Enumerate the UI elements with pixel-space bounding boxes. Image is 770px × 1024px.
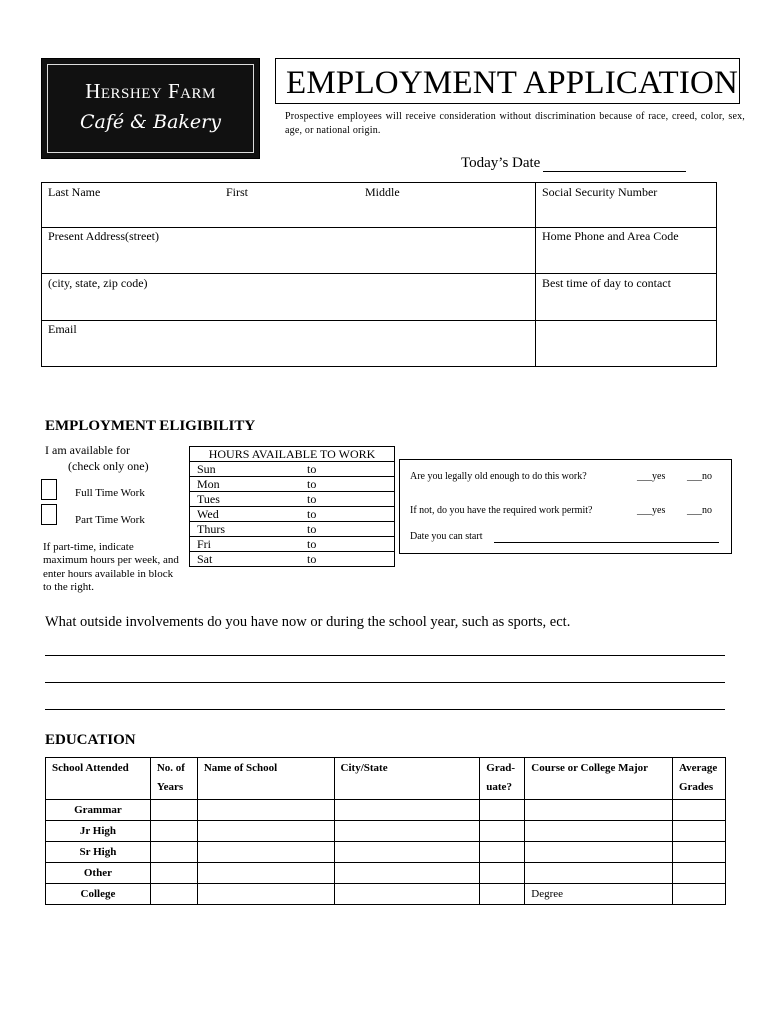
- grid-row-line: [41, 273, 717, 274]
- legal-age-yes[interactable]: ___yes: [637, 471, 666, 482]
- logo-border: [47, 64, 254, 153]
- address-field[interactable]: Present Address(street): [48, 229, 159, 243]
- legal-age-question: Are you legally old enough to do this work?: [410, 471, 587, 482]
- grid-divider: [535, 182, 536, 367]
- eligibility-questions-box: [399, 459, 732, 554]
- part-time-label: Part Time Work: [75, 514, 145, 526]
- hours-row[interactable]: [190, 492, 395, 507]
- grid-row-line: [41, 227, 717, 228]
- full-time-label: Full Time Work: [75, 487, 145, 499]
- col-years: [150, 758, 197, 800]
- hours-row[interactable]: [190, 462, 395, 477]
- work-permit-question: If not, do you have the required work permit?: [410, 505, 593, 516]
- hours-row[interactable]: [190, 507, 395, 522]
- row-label: Grammar: [46, 800, 151, 821]
- disclaimer-text: Prospective employees will receive consideration without discrimination because of race, creed, color, sex, age, or national origin.: [285, 111, 745, 136]
- col-grad-line2: uate?: [486, 781, 512, 793]
- email-field[interactable]: Email: [48, 322, 77, 336]
- col-graduate: [480, 758, 525, 800]
- hours-row[interactable]: [190, 522, 395, 537]
- logo-title: Hershey Farm: [85, 79, 216, 103]
- part-time-note: If part-time, indicate: [43, 541, 134, 553]
- part-time-note: to the right.: [43, 581, 95, 593]
- col-grad-line1: Grad-: [486, 762, 516, 774]
- education-table: [45, 757, 726, 905]
- grid-top-border: [41, 182, 717, 183]
- company-logo: [41, 58, 260, 159]
- row-label: Other: [46, 863, 151, 884]
- hours-available-table: [189, 446, 395, 567]
- ssn-field[interactable]: Social Security Number: [542, 185, 658, 199]
- middle-name-field[interactable]: Middle: [365, 185, 400, 199]
- col-major: Course or College Major: [525, 758, 673, 800]
- to-label: to: [268, 552, 395, 567]
- day-label: Wed: [190, 507, 269, 522]
- first-name-field[interactable]: First: [226, 185, 249, 199]
- full-time-checkbox[interactable]: [41, 479, 57, 500]
- col-school-attended: School Attended: [46, 758, 151, 800]
- grid-left-border: [41, 182, 42, 367]
- col-city-state: City/State: [334, 758, 480, 800]
- col-school-name: Name of School: [197, 758, 334, 800]
- row-label: College: [46, 884, 151, 905]
- row-label: Jr High: [46, 821, 151, 842]
- education-heading: EDUCATION: [45, 732, 136, 748]
- day-label: Sun: [190, 462, 269, 477]
- to-label: to: [268, 477, 395, 492]
- today-date-field[interactable]: [543, 171, 686, 172]
- grid-right-border: [716, 182, 717, 367]
- education-row[interactable]: [46, 821, 726, 842]
- hours-row[interactable]: [190, 537, 395, 552]
- day-label: Thurs: [190, 522, 269, 537]
- to-label: to: [268, 462, 395, 477]
- day-label: Mon: [190, 477, 269, 492]
- day-label: Sat: [190, 552, 269, 567]
- day-label: Tues: [190, 492, 269, 507]
- to-label: to: [268, 522, 395, 537]
- logo-subtitle: Café & Bakery: [80, 111, 221, 133]
- education-row[interactable]: [46, 842, 726, 863]
- row-label: Sr High: [46, 842, 151, 863]
- day-label: Fri: [190, 537, 269, 552]
- best-time-field[interactable]: Best time of day to contact: [542, 276, 671, 290]
- hours-row[interactable]: [190, 552, 395, 567]
- part-time-checkbox[interactable]: [41, 504, 57, 525]
- grid-bottom-border: [41, 366, 717, 367]
- last-name-field[interactable]: Last Name: [48, 185, 101, 199]
- involvement-question: What outside involvements do you have now or during the school year, such as sports, ect.: [45, 614, 571, 630]
- hours-table-header: HOURS AVAILABLE TO WORK: [190, 447, 395, 462]
- eligibility-heading: EMPLOYMENT ELIGIBILITY: [45, 418, 256, 434]
- city-state-zip-field[interactable]: (city, state, zip code): [48, 276, 148, 290]
- col-avg-line2: Grades: [678, 781, 714, 793]
- today-date-label: Today’s Date: [461, 155, 541, 171]
- part-time-note: maximum hours per week, and: [43, 554, 179, 566]
- part-time-note: enter hours available in block: [43, 568, 174, 580]
- start-date-label: Date you can start: [410, 531, 483, 542]
- education-row[interactable]: [46, 800, 726, 821]
- hours-row[interactable]: [190, 477, 395, 492]
- page-title: EMPLOYMENT APPLICATION: [275, 58, 740, 104]
- col-years-line1: No. of: [156, 762, 185, 774]
- involvement-answer-line[interactable]: [45, 709, 725, 710]
- col-years-line2: Years: [156, 781, 184, 793]
- education-row[interactable]: [46, 863, 726, 884]
- work-permit-yes[interactable]: ___yes: [637, 505, 666, 516]
- involvement-answer-line[interactable]: [45, 682, 725, 683]
- degree-label: Degree: [525, 884, 673, 905]
- check-one-label: (check only one): [68, 459, 149, 473]
- home-phone-field[interactable]: Home Phone and Area Code: [542, 229, 679, 243]
- legal-age-no[interactable]: ___no: [687, 471, 712, 482]
- education-header-row: [46, 758, 726, 800]
- work-permit-no[interactable]: ___no: [687, 505, 712, 516]
- to-label: to: [268, 507, 395, 522]
- involvement-answer-line[interactable]: [45, 655, 725, 656]
- available-for-label: I am available for: [45, 443, 130, 457]
- to-label: to: [268, 537, 395, 552]
- to-label: to: [268, 492, 395, 507]
- education-row[interactable]: [46, 884, 726, 905]
- grid-row-line: [41, 320, 717, 321]
- col-average: [672, 758, 725, 800]
- start-date-field[interactable]: [494, 542, 719, 543]
- col-avg-line1: Average: [678, 762, 718, 774]
